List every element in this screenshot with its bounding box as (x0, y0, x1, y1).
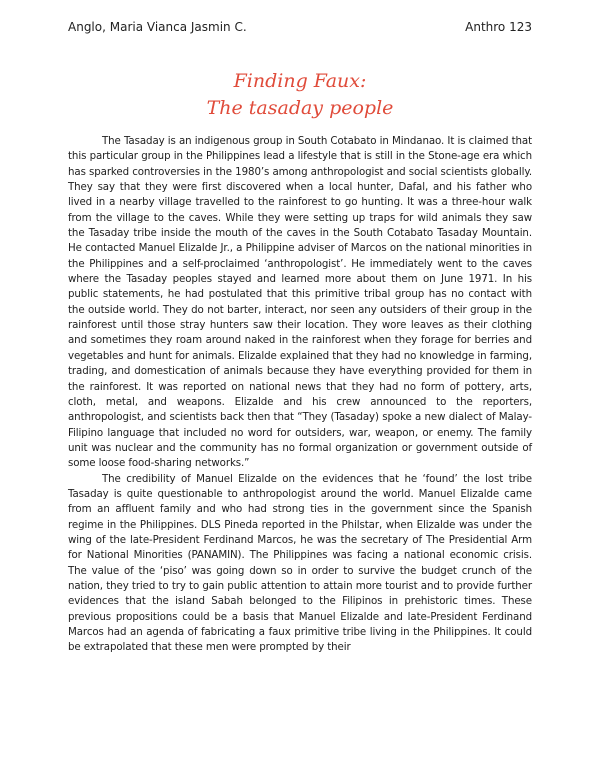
paragraph-2: The credibility of Manuel Elizalde on the evidences that he ‘found’ the lost tribe Tasaday is quite questionable to anthropologist around the world. Manuel Elizalde came from an affluent family and who had strong ties in the government since the Spanish regime in the Philippines. DLS Pineda reported in the Philstar, when Elizalde was under the wing of the late-President Ferdinand Marcos, he was the secretary of The Presidential Arm for National Minorities (PANAMIN). The Philippines was facing a national economic crisis. The value of the ‘piso’ was going down so in order to survive the budget crunch of the nation, they tried to try to gain public attention to attain more tourist and to provide further evidences that the island Sabah belonged to the Filipinos in prehistoric times. These previous propositions could be a basis that Manuel Elizalde and late-President Ferdinand Marcos had an agenda of fabricating a faux primitive tribe living in the Philippines. It could be extrapolated that these men were prompted by their (68, 472, 532, 654)
course-code: Anthro 123 (465, 20, 532, 34)
paragraph-1: The Tasaday is an indigenous group in South Cotabato in Mindanao. It is claimed that this particular group in the Philippines lead a lifestyle that is still in the Stone-age era which has sparked controversies in the 1980’s among anthropologist and social scientists globally. They say that they were first discovered when a local hunter, Dafal, and his father who lived in a nearby village travelled to the rainforest to go hunting. It was a three-hour walk from the village to the caves. While they were setting up traps for wild animals they saw the Tasaday tribe inside the mouth of the caves in the South Cotabato Tasaday Mountain. He contacted Manuel Elizalde Jr., a Philippine adviser of Marcos on the national minorities in the Philippines and a self-proclaimed ‘anthropologist’. He immediately went to the caves where the Tasaday peoples stayed and learned more about them on June 1971. In his public statements, he had postulated that this primitive tribal group has no contact with the outside world. They do not barter, interact, nor seen any outsiders of their group in the rainforest until those stray hunters saw their location. They wore leaves as their clothing and sometimes they roam around naked in the rainforest when they forage for berries and vegetables and hunt for animals. Elizalde explained that they had no knowledge in farming, trading, and domestication of animals because they have everything provided for them in the rainforest. It was reported on national news that they had no form of pottery, arts, cloth, metal, and weapons. Elizalde and his crew announced to the reporters, anthropologist, and scientists back then that “They (Tasaday) spoke a new dialect of Malay-Filipino language that included no word for outsiders, war, weapon, or enemy. The family unit was nuclear and the community has no formal organization or government outside of some loose food-sharing networks.” (68, 135, 532, 470)
title-line-1: Finding Faux: (233, 70, 367, 92)
page-header (68, 20, 532, 34)
title-line-2: The tasaday people (206, 97, 394, 119)
author-name: Anglo, Maria Vianca Jasmin C. (68, 20, 247, 34)
essay-body (68, 134, 532, 656)
document-title (0, 68, 600, 122)
